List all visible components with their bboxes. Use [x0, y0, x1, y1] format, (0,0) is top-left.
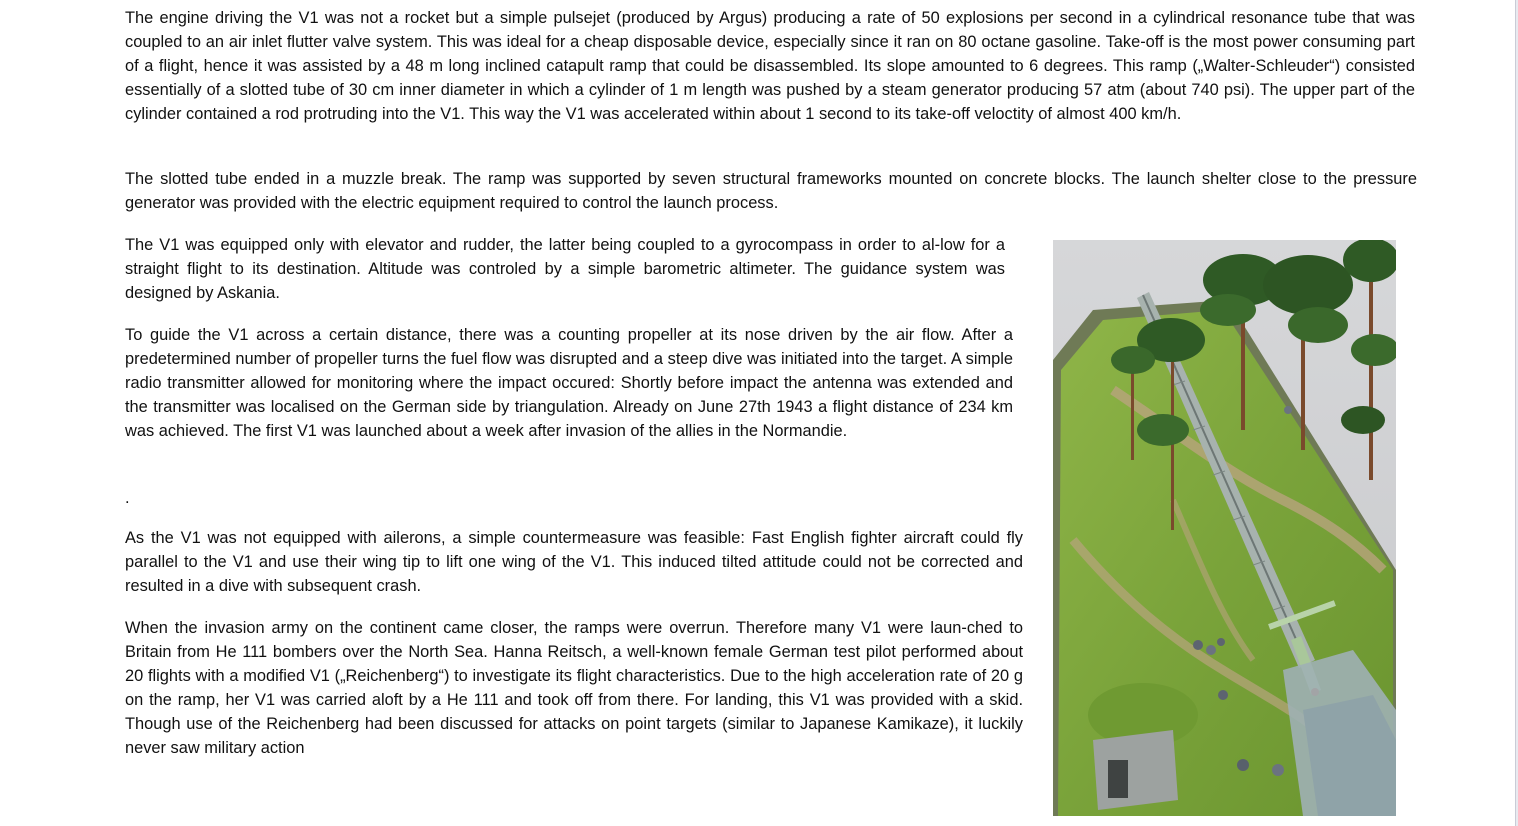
paragraph-controls: The V1 was equipped only with elevator and rudder, the latter being coupled to a gyrocompass in order to al-low for a straight flight to its destination. Altitude was controled by a simple barometric altimeter. The guidance system was designed by Askania. [125, 236, 1005, 302]
paragraph-guidance: To guide the V1 across a certain distance, there was a counting propeller at its nose driven by the air flow. After a predetermined number of propeller turns the fuel flow was disrupted and a steep dive was initiated into the target. A simple radio transmitter allowed for monitoring where the impact occured: Shortly before impact the antenna was extended and the transmitter was localised on the German side by triangulation. Already on June 27th 1943 a flight distance of 234 km was achieved. The first V1 was launched about a week after invasion of the allies in the Normandie. [125, 326, 1013, 440]
paragraph-pulsejet-engine: The engine driving the V1 was not a rocket but a simple pulsejet (produced by Argus) producing a rate of 50 explosions per second in a cylindrical resonance tube that was coupled to an air inlet flutter valve system. This was ideal for a cheap disposable device, especially since it ran on 80 octane gasoline. Take-off is the most power consuming part of a flight, hence it was assisted by a 48 m long inclined catapult ramp that could be disassembled. Its slope amounted to 6 degrees. This ramp („Walter-Schleuder“) consisted essentially of a slotted tube of 30 cm inner diameter in which a cylinder of 1 m length was pushed by a steam generator producing 57 atm (about 740 psi). The upper part of the cylinder contained a rod protruding into the V1. This way the V1 was accelerated within about 1 second to its take-off veloctity of almost 400 km/h. [125, 9, 1415, 123]
diorama-photo [1053, 240, 1396, 816]
diorama-illustration [1053, 240, 1396, 816]
paragraph-countermeasure: As the V1 was not equipped with ailerons, a simple countermeasure was feasible: Fast English fighter aircraft could fly parallel to the V1 and use their wing tip to lift one wing of the V1. This induced tilted attitude could not be corrected and resulted in a dive with subsequent crash. [125, 529, 1023, 595]
paragraph-muzzle-break: The slotted tube ended in a muzzle break. The ramp was supported by seven structural frameworks mounted on concrete blocks. The launch shelter close to the pressure generator was provided with the electric equipment required to control the launch process. [125, 170, 1417, 212]
paragraph-dot: . [125, 489, 130, 507]
paragraph-reichenberg: When the invasion army on the continent came closer, the ramps were overrun. Therefore many V1 were laun-ched to Britain from He 111 bombers over the North Sea. Hanna Reitsch, a well-known female German test pilot performed about 20 flights with a modified V1 („Reichenberg“) to investigate its flight characteristics. Due to the high acceleration rate of 20 g on the ramp, her V1 was carried aloft by a He 111 and took off from there. For landing, this V1 was provided with a skid. Though use of the Reichenberg had been discussed for attacks on point targets (similar to Japanese Kamikaze), it luckily never saw military action [125, 619, 1023, 757]
